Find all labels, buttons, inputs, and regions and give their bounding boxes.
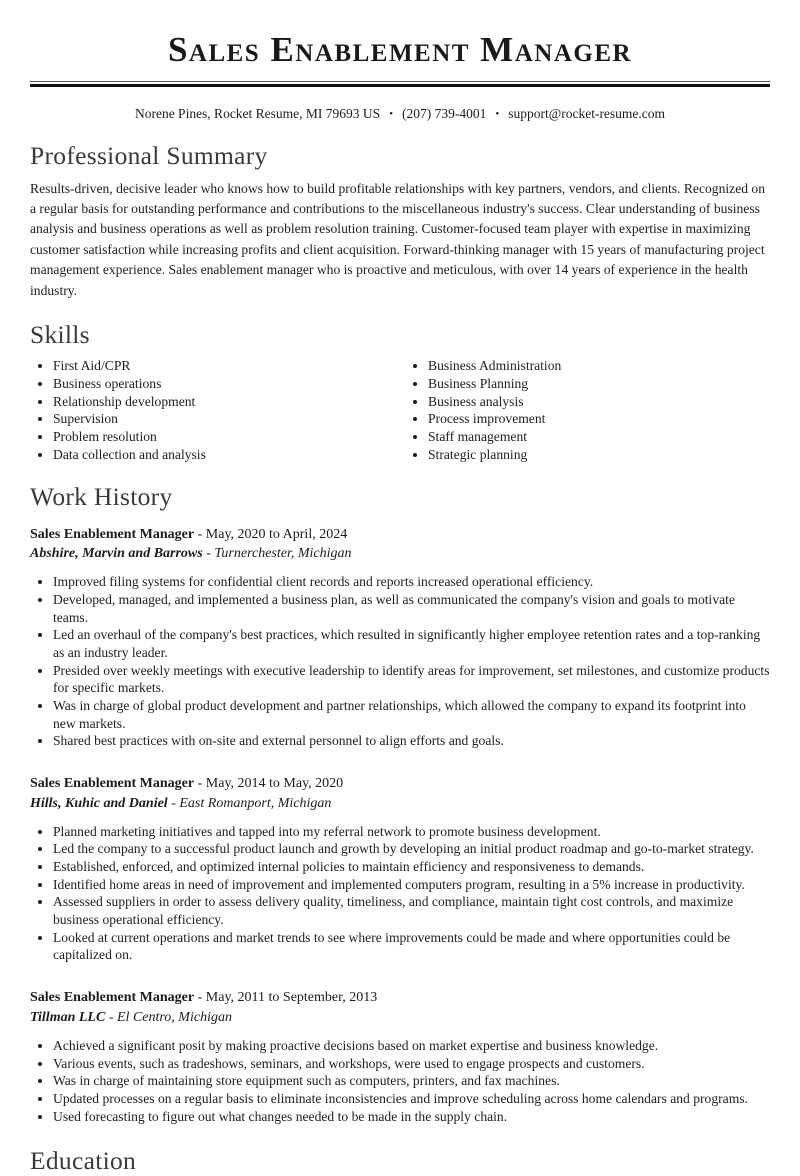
skill-item: • Problem resolution xyxy=(53,428,405,446)
job-title: Sales Enablement Manager xyxy=(30,990,195,1006)
work-history-heading: Work History xyxy=(30,482,173,512)
contact-separator-dot: • xyxy=(495,108,500,121)
job-bullet: • Planned marketing initiatives and tapped into my referral network to promote business development. xyxy=(53,823,770,841)
skill-item: • Data collection and analysis xyxy=(53,446,405,464)
job-list xyxy=(30,525,770,1126)
skill-item: • Strategic planning xyxy=(428,446,770,464)
job-bullet: • Improved filing systems for confidential client records and reports increased operational efficiency. xyxy=(53,573,770,591)
job-location: El Centro, Michigan xyxy=(117,1010,232,1026)
job-company-line xyxy=(30,544,770,564)
skill-item: • First Aid/CPR xyxy=(53,357,405,375)
skill-item: • Business Administration xyxy=(428,357,770,375)
job-bullet-list xyxy=(30,1037,770,1125)
job-bullet: • Identified home areas in need of improvement and implemented computers program, resulting in a 5% increase in productivity. xyxy=(53,876,770,894)
job-location: East Romanport, Michigan xyxy=(179,795,332,811)
job-company-line xyxy=(30,794,770,814)
contact-phone: (207) 739-4001 xyxy=(402,106,487,122)
job-entry xyxy=(30,988,770,1125)
professional-summary-text: Results-driven, decisive leader who knows how to build profitable relationships with key partners, vendors, and clients. Recognized on a regular basis for outstanding performance and contributions to the miscellaneous industry's success. Clear understanding of business analysis and business operations as well as problem resolution training. Customer-focused team player with expertise in maximizing customer satisfaction while increasing profits and client acquisition. Forward-thinking manager with 15 years of manufacturing project management experience. Sales enablement manager who is proactive and meticulous, with over 14 years of experience in the health industry. xyxy=(30,180,766,298)
job-bullet: • Shared best practices with on-site and external personnel to align efforts and goals. xyxy=(53,732,770,750)
job-title-separator: - xyxy=(194,526,206,542)
job-title: Sales Enablement Manager xyxy=(30,526,195,542)
job-title-line xyxy=(30,988,770,1008)
professional-summary-heading: Professional Summary xyxy=(30,141,268,171)
skill-item: • Business operations xyxy=(53,375,405,393)
job-bullet: • Established, enforced, and optimized internal policies to maintain efficiency and responsiveness to demands. xyxy=(53,858,770,876)
job-location: Turnerchester, Michigan xyxy=(214,546,352,562)
skills-list-right xyxy=(405,357,770,463)
job-entry xyxy=(30,525,770,750)
job-bullet: • Was in charge of maintaining store equipment such as computers, printers, and fax machines. xyxy=(53,1072,770,1090)
resume-title: Sales Enablement Manager xyxy=(167,30,633,69)
education-section xyxy=(30,1146,770,1175)
job-dates: May, 2014 to May, 2020 xyxy=(205,776,344,792)
job-bullet: • Various events, such as tradeshows, seminars, and workshops, were used to engage prospects and customers. xyxy=(53,1055,770,1073)
education-heading: Education xyxy=(30,1146,137,1176)
job-bullet-list xyxy=(30,573,770,750)
skill-item: • Relationship development xyxy=(53,393,405,411)
work-history-section xyxy=(30,482,770,1125)
job-company-separator: - xyxy=(105,1010,117,1026)
job-bullet: • Achieved a significant posit by making proactive decisions based on market expertise and business knowledge. xyxy=(53,1037,770,1055)
job-company: Hills, Kuhic and Daniel xyxy=(30,795,168,811)
skills-list-left xyxy=(30,357,405,463)
job-company: Tillman LLC xyxy=(30,1010,106,1026)
job-bullet-list xyxy=(30,823,770,964)
skills-heading: Skills xyxy=(30,319,90,349)
job-bullet: • Was in charge of global product development and partner relationships, which allowed the company to expand its footprint into new markets. xyxy=(53,697,770,732)
skill-item: • Supervision xyxy=(53,410,405,428)
job-dates: May, 2011 to September, 2013 xyxy=(205,990,378,1006)
job-dates: May, 2020 to April, 2024 xyxy=(205,526,348,542)
contact-address: Norene Pines, Rocket Resume, MI 79693 US xyxy=(134,106,381,122)
job-bullet: • Presided over weekly meetings with executive leadership to identify areas for improvement, set milestones, and customize products for specific markets. xyxy=(53,662,770,697)
professional-summary-section xyxy=(30,141,770,301)
job-bullet: • Developed, managed, and implemented a business plan, as well as communicated the company's vision and goals to motivate teams. xyxy=(53,591,770,626)
skills-columns xyxy=(30,357,770,463)
skill-item: • Business Planning xyxy=(428,375,770,393)
job-title-separator: - xyxy=(194,990,206,1006)
job-title-line xyxy=(30,774,770,794)
job-bullet: • Updated processes on a regular basis to eliminate inconsistencies and improve scheduling across home calendars and programs. xyxy=(53,1090,770,1108)
job-bullet: • Looked at current operations and market trends to see where improvements could be made and where opportunities could be capitalized on. xyxy=(53,929,770,964)
contact-line xyxy=(30,106,770,122)
skill-item: • Business analysis xyxy=(428,393,770,411)
job-bullet: • Led an overhaul of the company's best practices, which resulted in significantly higher employee retention rates and a top-ranking as an industry leader. xyxy=(53,626,770,661)
header-divider-rule xyxy=(30,81,770,87)
job-bullet: • Assessed suppliers in order to assess delivery quality, timeliness, and compliance, maintain tight cost controls, and maximize business operational efficiency. xyxy=(53,893,770,928)
job-title-line xyxy=(30,525,770,545)
skill-item: • Process improvement xyxy=(428,410,770,428)
job-title: Sales Enablement Manager xyxy=(30,776,195,792)
job-company-separator: - xyxy=(202,546,215,562)
job-company: Abshire, Marvin and Barrows xyxy=(30,546,203,562)
job-bullet: • Led the company to a successful product launch and growth by developing an initial product roadmap and go-to-market strategy. xyxy=(53,840,770,858)
job-company-separator: - xyxy=(167,795,180,811)
resume-header xyxy=(30,30,770,122)
contact-email: support@rocket-resume.com xyxy=(508,106,666,122)
skills-section xyxy=(30,320,770,463)
job-company-line xyxy=(30,1008,770,1028)
contact-separator-dot: • xyxy=(389,108,394,121)
job-entry xyxy=(30,774,770,964)
job-bullet: • Used forecasting to figure out what changes needed to be made in the supply chain. xyxy=(53,1108,770,1126)
skill-item: • Staff management xyxy=(428,428,770,446)
job-title-separator: - xyxy=(194,776,206,792)
